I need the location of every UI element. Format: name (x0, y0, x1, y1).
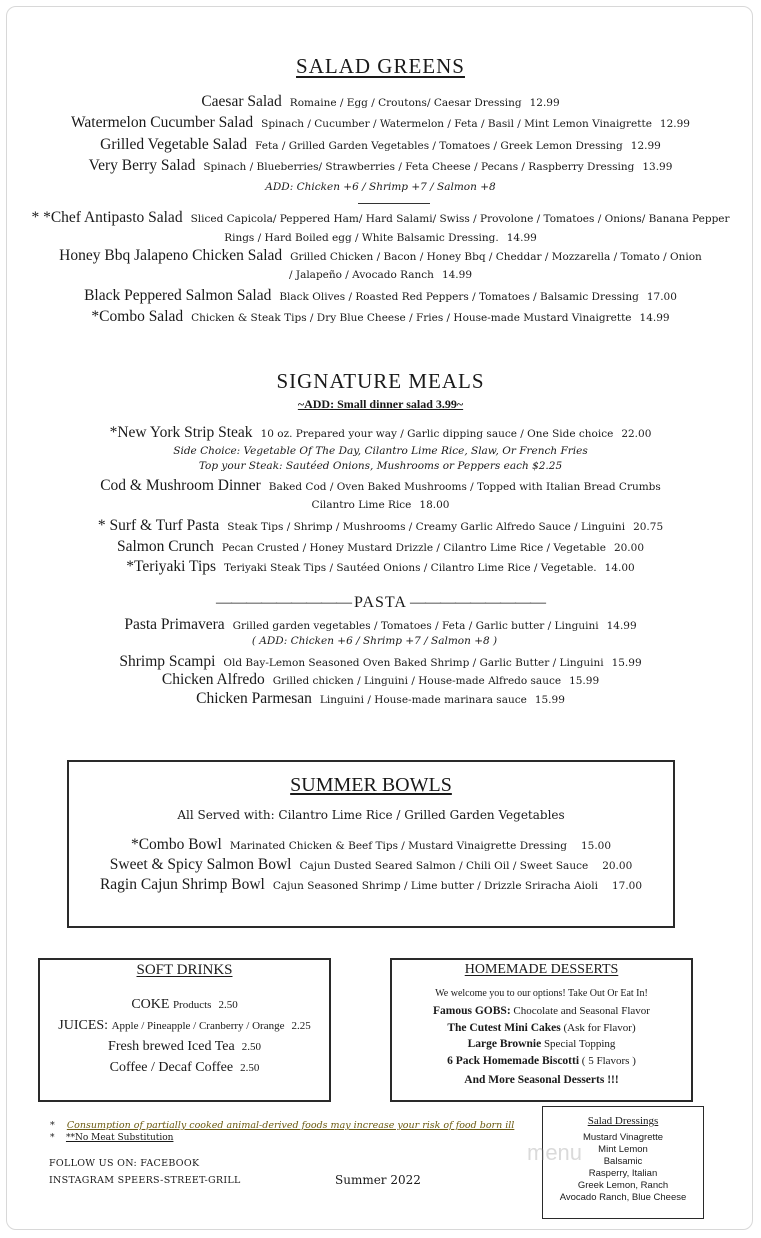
menu-item: Grilled Vegetable Salad Feta / Grilled Garden Vegetables / Tomatoes / Greek Lemon Dressing 12.99 (100, 136, 661, 153)
summer-bowls-box (67, 760, 675, 928)
menu-item-cont: Cilantro Lime Rice 18.00 (311, 499, 450, 511)
menu-item: Sweet & Spicy Salmon Bowl Cajun Dusted Seared Salmon / Chili Oil / Sweet Sauce 20.00 (109, 856, 633, 873)
bowls-served-with: All Served with: Cilantro Lime Rice / Grilled Garden Vegetables (177, 808, 565, 822)
menu-item: Watermelon Cucumber Salad Spinach / Cucumber / Watermelon / Feta / Basil / Mint Lemon Vinaigrette 12.99 (71, 114, 690, 131)
menu-item: Chicken Parmesan Linguini / House-made marinara sauce 15.99 (196, 690, 565, 707)
dessert-item: The Cutest Mini Cakes (Ask for Flavor) (447, 1022, 636, 1034)
signature-meals-title: SIGNATURE MEALS (276, 369, 485, 393)
dressing-item: Avocado Ranch, Blue Cheese (559, 1192, 687, 1203)
drink-item: JUICES: Apple / Pineapple / Cranberry / Orange 2.25 (58, 1018, 311, 1033)
pasta-title: ————————— PASTA ————————— (216, 594, 545, 611)
menu-item: Black Peppered Salmon Salad Black Olives / Roasted Red Peppers / Tomatoes / Balsamic Dressing 17.00 (84, 287, 677, 304)
dinner-salad-addon: ~ADD: Small dinner salad 3.99~ (297, 397, 464, 411)
side-choice-note: Side Choice: Vegetable Of The Day, Cilantro Lime Rice, Slaw, Or French Fries (173, 445, 588, 457)
follow-us: FOLLOW US ON: FACEBOOK (49, 1158, 200, 1169)
dressing-item: Mint Lemon (598, 1144, 648, 1155)
summer-bowls-title: SUMMER BOWLS (290, 774, 452, 796)
instagram-handle: INSTAGRAM SPEERS-STREET-GRILL (49, 1175, 241, 1186)
dressing-item: Mustard Vinagrette (582, 1132, 664, 1143)
add-protein-note: ADD: Chicken +6 / Shrimp +7 / Salmon +8 (265, 181, 496, 193)
pasta-add-note: ( ADD: Chicken +6 / Shrimp +7 / Salmon +8 ) (251, 635, 498, 647)
menu-item: Very Berry Salad Spinach / Blueberries/ Strawberries / Feta Cheese / Pecans / Raspberry Dressing 13.99 (88, 157, 673, 174)
menu-watermark: menu (527, 1140, 583, 1165)
dessert-item: 6 Pack Homemade Biscotti ( 5 Flavors ) (447, 1055, 636, 1067)
divider (358, 203, 430, 204)
soft-drinks-box (38, 958, 331, 1102)
soft-drinks-title: SOFT DRINKS (136, 962, 233, 978)
menu-item: Shrimp Scampi Old Bay-Lemon Seasoned Oven Baked Shrimp / Garlic Butter / Linguini 15.99 (119, 653, 642, 670)
dressing-item: Greek Lemon, Ranch (577, 1180, 669, 1191)
menu-item: Honey Bbq Jalapeno Chicken Salad Grilled Chicken / Bacon / Honey Bbq / Cheddar / Mozzarella / Tomato / Onion (59, 247, 702, 264)
menu-item: * *Chef Antipasto Salad Sliced Capicola/ Peppered Ham/ Hard Salami/ Swiss / Provolone / Tomatoes / Onions/ Banana Pepper (31, 209, 730, 226)
menu-item: *Combo Salad Chicken & Steak Tips / Dry Blue Cheese / Fries / House-made Mustard Vinaigrette 14.99 (91, 308, 670, 325)
drink-item: Fresh brewed Iced Tea 2.50 (108, 1039, 261, 1054)
menu-item: Salmon Crunch Pecan Crusted / Honey Mustard Drizzle / Cilantro Lime Rice / Vegetable 20.00 (116, 538, 644, 555)
desserts-title: HOMEMADE DESSERTS (464, 962, 619, 977)
menu-item: *New York Strip Steak 10 oz. Prepared your way / Garlic dipping sauce / One Side choice 22.00 (109, 424, 652, 441)
steak-topping-note: Top your Steak: Sautéed Onions, Mushrooms or Peppers each $2.25 (198, 460, 563, 472)
menu-item: *Teriyaki Tips Teriyaki Steak Tips / Sautéed Onions / Cilantro Lime Rice / Vegetable. 14.00 (126, 558, 635, 575)
menu-item: * Surf & Turf Pasta Steak Tips / Shrimp / Mushrooms / Creamy Garlic Alfredo Sauce / Linguini 20.75 (97, 517, 664, 534)
season-label: Summer 2022 (335, 1173, 421, 1187)
consumption-warning: * Consumption of partially cooked animal-derived foods may increase your risk of food born ill (50, 1120, 515, 1131)
drink-item: COKE Products 2.50 (131, 997, 238, 1012)
menu-item: Cod & Mushroom Dinner Baked Cod / Oven Baked Mushrooms / Topped with Italian Bread Crumbs (100, 477, 661, 494)
desserts-box (390, 958, 693, 1102)
menu-item: *Combo Bowl Marinated Chicken & Beef Tips / Mustard Vinaigrette Dressing 15.00 (130, 836, 612, 853)
no-substitution-note: * **No Meat Substitution (50, 1133, 174, 1143)
dressing-item: Rasperry, Italian (588, 1168, 658, 1179)
dessert-item: Large Brownie Special Topping (467, 1038, 616, 1050)
menu-item-cont: Rings / Hard Boiled egg / White Balsamic Dressing. 14.99 (224, 232, 537, 244)
menu-item: Ragin Cajun Shrimp Bowl Cajun Seasoned Shrimp / Lime butter / Drizzle Sriracha Aioli 17.00 (99, 876, 643, 893)
menu-item: Pasta Primavera Grilled garden vegetables / Tomatoes / Feta / Garlic butter / Linguini 14.99 (124, 616, 637, 633)
menu-item: Chicken Alfredo Grilled chicken / Linguini / House-made Alfredo sauce 15.99 (161, 671, 600, 688)
menu-item-cont: / Jalapeño / Avocado Ranch 14.99 (288, 269, 472, 281)
dessert-item: And More Seasonal Desserts !!! (464, 1074, 619, 1086)
dressing-item: Balsamic (603, 1156, 643, 1167)
dessert-item: Famous GOBS: Chocolate and Seasonal Flavor (433, 1005, 650, 1017)
salad-greens-title: SALAD GREENS (296, 54, 465, 78)
salad-dressings-title: Salad Dressings (587, 1115, 659, 1127)
desserts-intro: We welcome you to our options! Take Out Or Eat In! (435, 988, 648, 999)
drink-item: Coffee / Decaf Coffee 2.50 (109, 1060, 260, 1075)
menu-item: Caesar Salad Romaine / Egg / Croutons/ Caesar Dressing 12.99 (201, 93, 560, 110)
